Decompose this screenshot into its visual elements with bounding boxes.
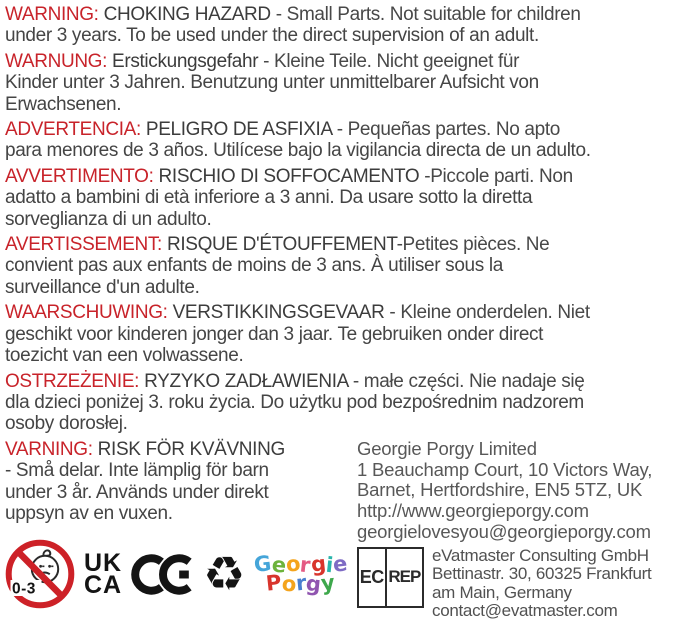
- warning-en: [5, 4, 675, 47]
- warning-text-line: para menores de 3 años. Utilícese bajo la vigilancia directa de un adulto.: [5, 140, 591, 162]
- logo-letter: o: [280, 571, 298, 598]
- bottom-section: [5, 439, 675, 620]
- warning-line: [5, 51, 675, 72]
- warning-text-line: under 3 years. To be used under the direct supervision of an adult.: [5, 25, 539, 47]
- warning-header: OSTRZEŻENIE:: [5, 370, 140, 392]
- ukca-line-ca: CA: [84, 571, 123, 600]
- warning-header: ADVERTENCIA:: [5, 119, 141, 141]
- warning-text-line: under 3 år. Används under direkt: [5, 481, 269, 503]
- ukca-mark-icon: [84, 549, 123, 600]
- warning-text-line: adatto a bambini di età inferiore a 3 anni. Da usare sotto la diretta: [5, 187, 533, 209]
- manufacturer-address-line: 1 Beauchamp Court, 10 Victors Way,: [357, 458, 653, 480]
- recycling-icon: ♻: [203, 546, 246, 602]
- rep-name: eVatmaster Consulting GmbH: [432, 545, 649, 565]
- brand-logo: [252, 551, 349, 598]
- warning-text-line: sorveglianza di un adulto.: [5, 208, 212, 230]
- warning-header: WAARSCHUWING:: [5, 302, 168, 324]
- warning-es: [5, 119, 675, 162]
- warning-text: - Pequeñas partes. No apto: [331, 119, 560, 141]
- logo-letter: P: [264, 570, 283, 597]
- warning-de: [5, 51, 675, 115]
- warning-it: [5, 166, 675, 230]
- ec-rep-block: [357, 547, 675, 620]
- warning-text-line: dla dzieci poniżej 3. roku życia. Do użytku pod bezpośrednim nadzorem: [5, 391, 584, 413]
- manufacturer-website-url: http://www.georgieporgy.com: [357, 500, 589, 522]
- warning-nl: [5, 302, 675, 366]
- warning-text-line: geschikt voor kinderen jonger dan 3 jaar. Te gebruiken onder direct: [5, 323, 544, 345]
- ukca-line-uk: UK: [84, 549, 123, 578]
- warning-line: [5, 439, 352, 460]
- hazard-phrase: RISK FÖR KVÄVNING: [97, 438, 285, 460]
- warning-text-line: uppsyn av en vuxen.: [5, 502, 173, 524]
- warning-text-line: osoby dorosłej.: [5, 413, 128, 435]
- ec-rep-contact: [432, 547, 651, 620]
- logo-letter: G: [252, 551, 273, 578]
- rep-email: contact@evatmaster.com: [432, 600, 618, 620]
- age-warning-0-3-icon: [5, 539, 75, 609]
- hazard-phrase: RYZYKO ZADŁAWIENIA: [144, 370, 348, 392]
- logo-letter: g: [309, 551, 327, 578]
- warning-header: AVVERTIMENTO:: [5, 165, 154, 187]
- warning-text-line: surveillance d'un adulte.: [5, 276, 200, 298]
- warning-text: - małe części. Nie nadaje się: [347, 370, 585, 392]
- logo-letter: r: [294, 570, 308, 596]
- warning-text-line: Erwachsenen.: [5, 93, 122, 115]
- warning-line: [5, 166, 675, 187]
- logo-letter: o: [284, 551, 302, 578]
- manufacturer-address-line: Barnet, Hertfordshire, EN5 5TZ, UK: [357, 479, 643, 501]
- warning-line: [5, 119, 675, 140]
- warning-text-line: convient pas aux enfants de moins de 3 ans. À utiliser sous la: [5, 255, 503, 277]
- hazard-phrase: CHOKING HAZARD: [103, 4, 271, 25]
- warning-header: AVERTISSEMENT:: [5, 234, 162, 256]
- warning-text-line: toezicht van een volwassene.: [5, 345, 244, 367]
- ce-mark-icon: [131, 552, 194, 597]
- hazard-phrase: RISQUE D'ÉTOUFFEMENT: [167, 234, 397, 256]
- manufacturer-info: [357, 439, 675, 543]
- warning-text: - Kleine onderdelen. Niet: [384, 302, 590, 324]
- rep-address-line: am Main, Germany: [432, 582, 572, 602]
- logo-letter: g: [305, 571, 323, 598]
- warning-sv: [5, 439, 352, 525]
- hazard-phrase: PELIGRO DE ASFIXIA: [145, 119, 332, 141]
- logo-letter: i: [324, 553, 334, 578]
- warning-text-line: Kinder unter 3 Jahren. Benutzung unter unmittelbarer Aufsicht von: [5, 72, 539, 94]
- warning-text: -Petites pièces. Ne: [396, 234, 550, 256]
- age-range-label: 0-3: [12, 580, 36, 598]
- warning-header: WARNUNG:: [5, 50, 108, 72]
- warning-line: [5, 4, 675, 25]
- logo-letter: y: [320, 570, 337, 596]
- warning-text: - Small Parts. Not suitable for children: [270, 4, 581, 25]
- warning-fr: [5, 234, 675, 298]
- warning-header: WARNING:: [5, 4, 99, 25]
- warning-line: [5, 234, 675, 255]
- bottom-right-column: [352, 439, 675, 620]
- ec-rep-box-icon: [357, 547, 424, 608]
- warning-header: VARNING:: [5, 438, 93, 460]
- manufacturer-name: Georgie Porgy Limited: [357, 437, 537, 459]
- rep-label: REP: [388, 567, 421, 587]
- hazard-phrase: Erstickungsgefahr: [112, 50, 259, 72]
- manufacturer-email: georgielovesyou@georgieporgy.com: [357, 520, 651, 542]
- warning-pl: [5, 371, 675, 435]
- logo-letter: e: [331, 551, 349, 578]
- brand-logo-line2: [254, 570, 347, 598]
- certification-marks-row: [5, 539, 352, 609]
- warning-text: - Kleine Teile. Nicht geeignet für: [258, 50, 520, 72]
- warning-line: [5, 302, 675, 323]
- ec-label: EC: [359, 549, 387, 606]
- rep-address-line: Bettinastr. 30, 60325 Frankfurt: [432, 564, 652, 584]
- logo-letter: e: [270, 552, 287, 579]
- hazard-phrase: RISCHIO DI SOFFOCAMENTO: [158, 165, 420, 187]
- warning-text: -Piccole parti. Non: [419, 165, 573, 187]
- warning-text-line: - Små delar. Inte lämplig för barn: [5, 460, 269, 482]
- bottom-left-column: [5, 439, 352, 620]
- warning-line: [5, 371, 675, 392]
- logo-letter: r: [298, 552, 312, 578]
- hazard-phrase: VERSTIKKINGSGEVAAR: [172, 302, 385, 324]
